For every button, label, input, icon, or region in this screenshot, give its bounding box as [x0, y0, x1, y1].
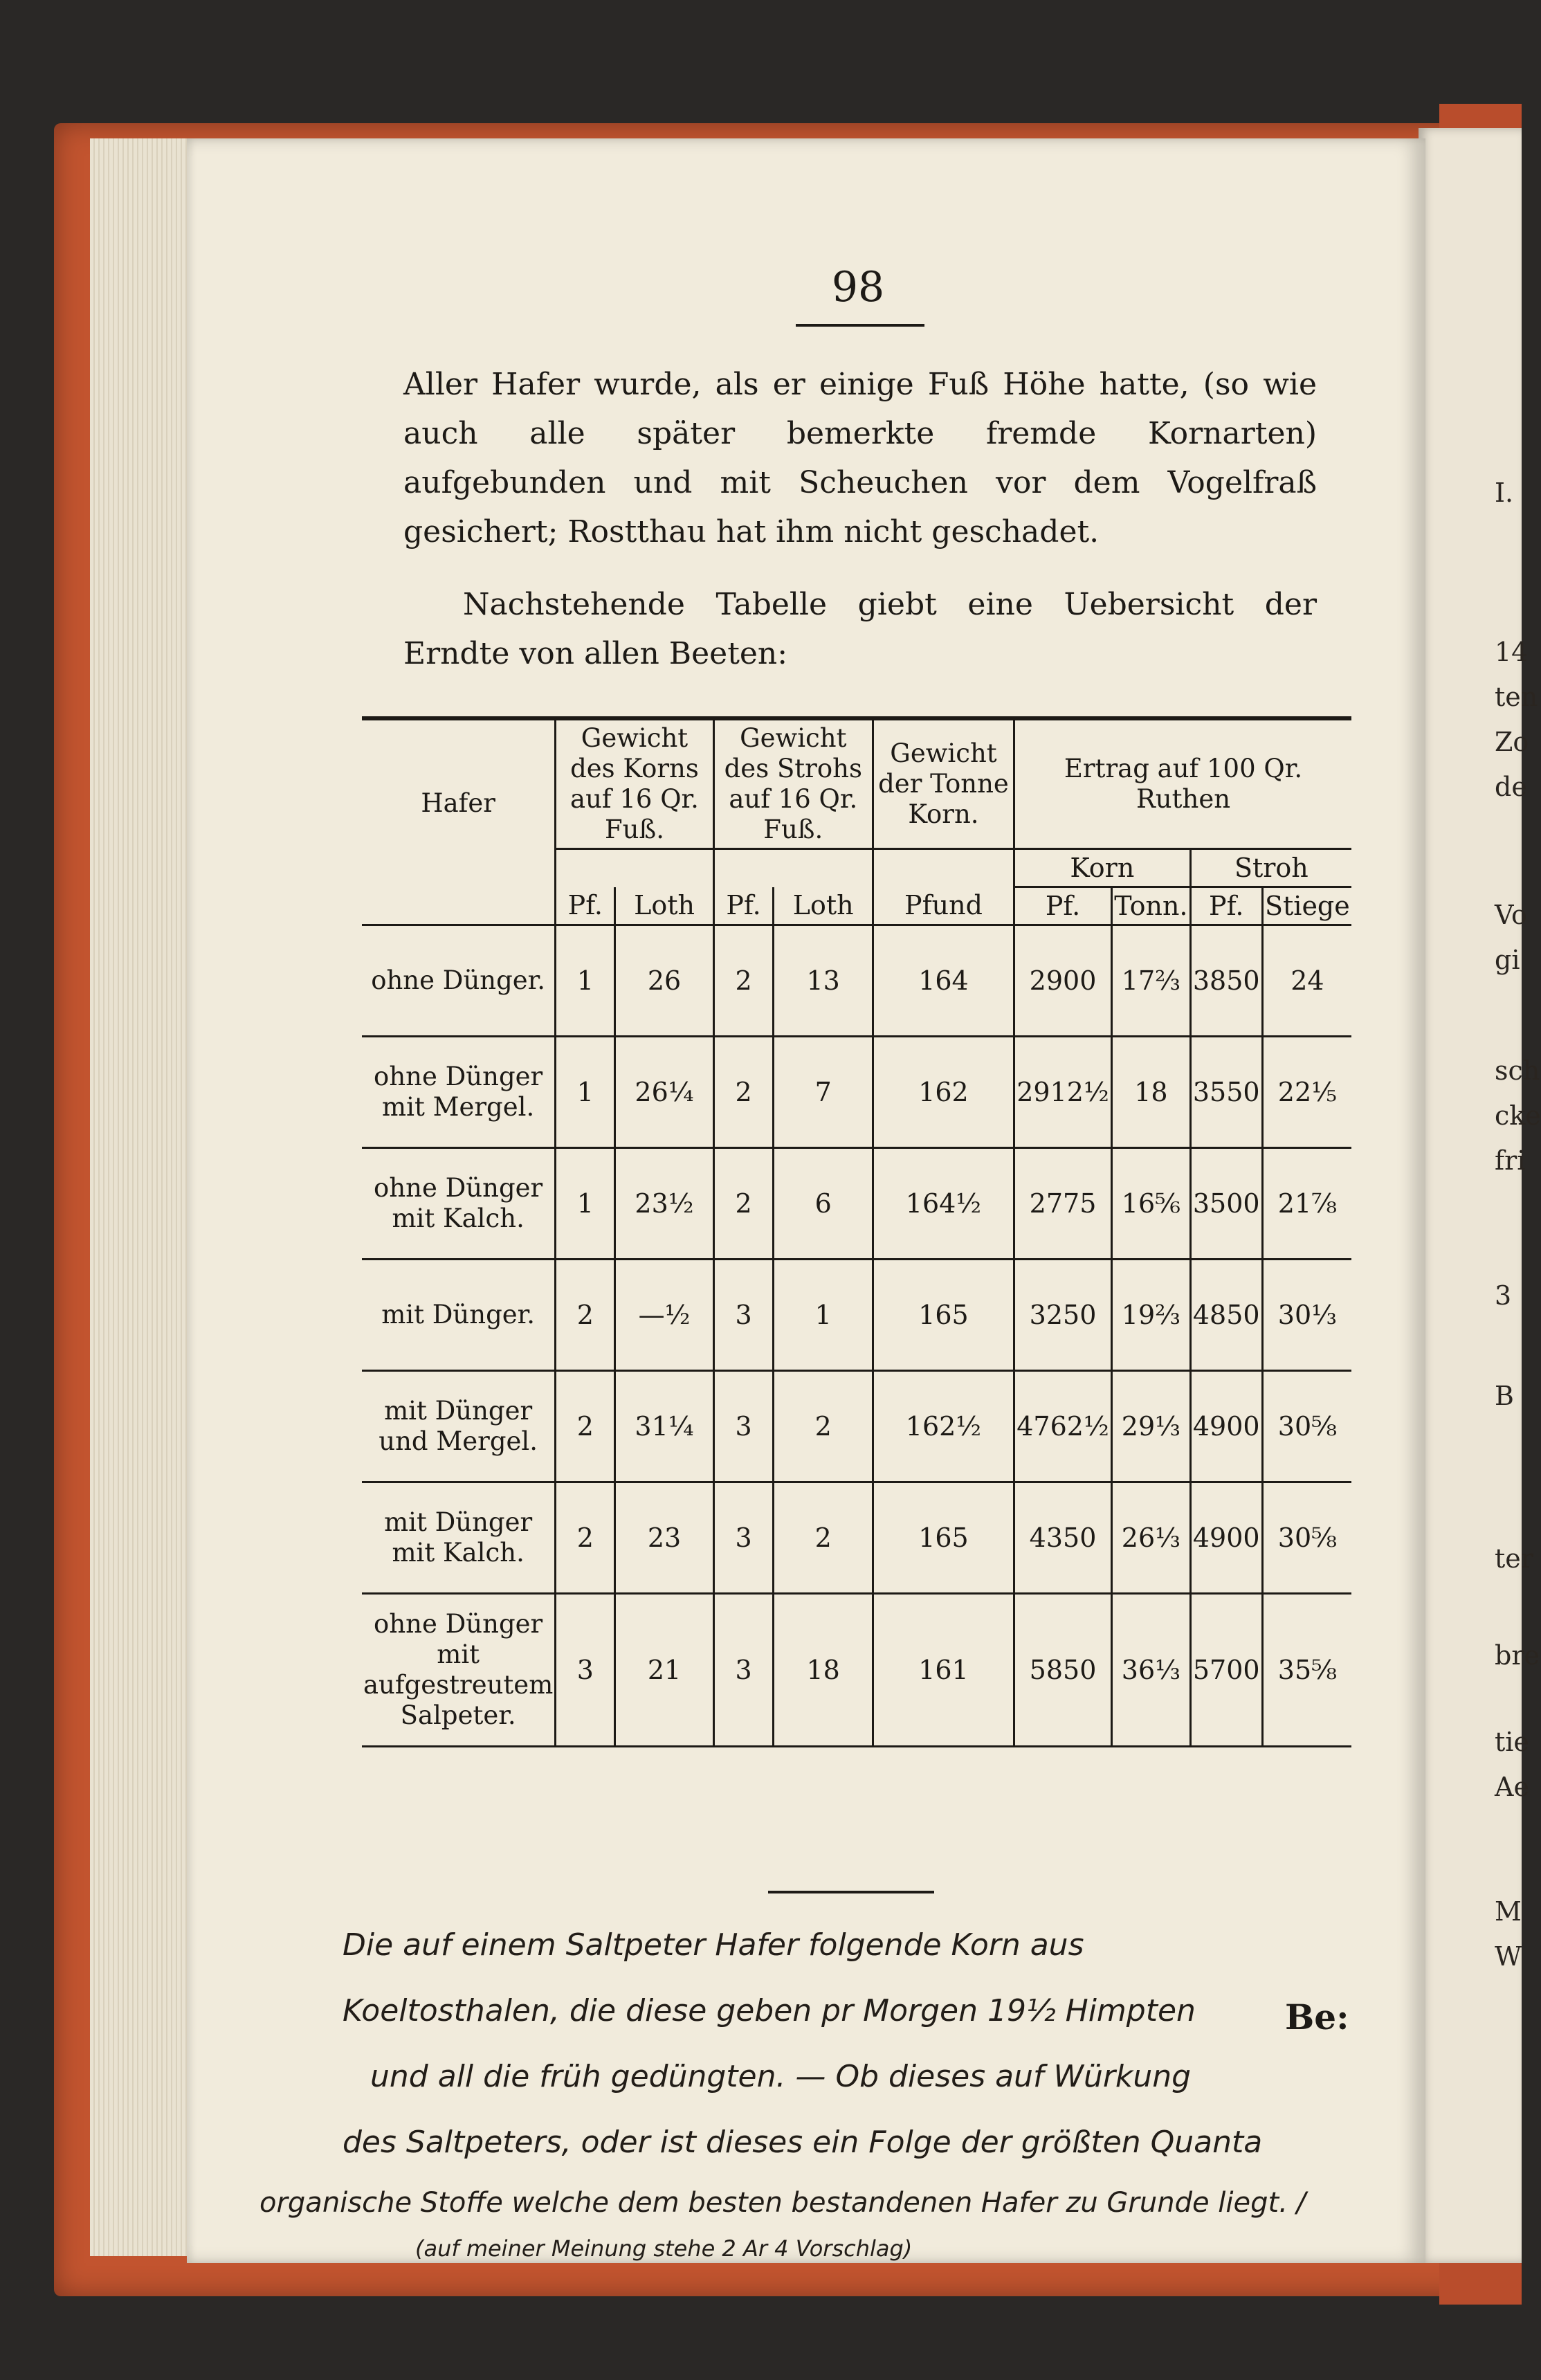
- table-row: [362, 1037, 1351, 1148]
- table-cell: 165: [873, 1482, 1014, 1594]
- table-cell: 2: [713, 1148, 774, 1260]
- table-cell: 21⅞: [1262, 1148, 1351, 1260]
- table-cell: 26¼: [615, 1037, 713, 1148]
- table-row: [362, 1594, 1351, 1747]
- table-cell: 16⅚: [1112, 1148, 1191, 1260]
- facing-fragment: Vo: [1495, 900, 1527, 930]
- table-row: [362, 925, 1351, 1037]
- paragraph-2: Nachstehende Tabelle giebt eine Uebersicht der Erndte von allen Beeten:: [403, 587, 1317, 671]
- table-cell: 2: [774, 1482, 873, 1594]
- handwritten-line-6: (auf meiner Meinung stehe 2 Ar 4 Vorschlag): [415, 2235, 913, 2262]
- facing-fragment: ten: [1495, 682, 1538, 712]
- table-cell: 1: [556, 1037, 615, 1148]
- handwritten-line-5: organische Stoffe welche dem besten bestandenen Hafer zu Grunde liegt. /: [259, 2187, 1306, 2219]
- handwritten-line-2: Koeltosthalen, die diese geben pr Morgen 19½ Himpten: [343, 1993, 1196, 2028]
- facing-fragment: tie: [1495, 1727, 1529, 1757]
- table-cell: 4900: [1190, 1371, 1262, 1482]
- table-cell: 3550: [1190, 1037, 1262, 1148]
- facing-fragment: M: [1495, 1896, 1522, 1927]
- table-cell: 162½: [873, 1371, 1014, 1482]
- table-cell: 30⅝: [1262, 1482, 1351, 1594]
- handwritten-line-4: des Saltpeters, oder ist dieses ein Folge der größten Quanta: [343, 2125, 1263, 2160]
- table-cell: 18: [774, 1594, 873, 1747]
- table-cell: 3: [556, 1594, 615, 1747]
- facing-fragment: gi: [1495, 945, 1520, 975]
- handwritten-line-3: und all die früh gedüngten. — Ob dieses auf Würkung: [370, 2059, 1192, 2094]
- table-cell: 4762½: [1014, 1371, 1112, 1482]
- page-number: 98: [831, 263, 885, 311]
- table-cell: 3: [713, 1594, 774, 1747]
- header-hafer: Hafer: [421, 788, 495, 819]
- table-cell: 26⅓: [1112, 1482, 1191, 1594]
- facing-fragment: Zo: [1495, 727, 1529, 757]
- header-korn: Korn: [1014, 849, 1191, 887]
- facing-fragment: Ae: [1495, 1772, 1529, 1802]
- handwritten-line-1: Die auf einem Saltpeter Hafer folgende Korn aus: [343, 1927, 1084, 1963]
- table-cell: 6: [774, 1148, 873, 1260]
- harvest-table: [362, 716, 1351, 1747]
- table-cell: 3: [713, 1371, 774, 1482]
- unit-cell: Pfund: [873, 887, 1014, 925]
- table-cell: 2: [774, 1371, 873, 1482]
- table-cell: 4350: [1014, 1482, 1112, 1594]
- facing-page: [1419, 128, 1541, 2263]
- table-row: [362, 1148, 1351, 1260]
- table-cell: —½: [615, 1260, 713, 1371]
- table-cell: 3850: [1190, 925, 1262, 1037]
- row-label: ohne Dünger mit Mergel.: [362, 1037, 556, 1148]
- table-cell: 2: [713, 925, 774, 1037]
- facing-fragment: de: [1495, 772, 1527, 802]
- unit-cell: Stiege: [1262, 887, 1351, 925]
- table-cell: 4850: [1190, 1260, 1262, 1371]
- table-row: [362, 1260, 1351, 1371]
- table-cell: 161: [873, 1594, 1014, 1747]
- table-cell: 29⅓: [1112, 1371, 1191, 1482]
- facing-fragment: 3: [1495, 1280, 1512, 1311]
- table-cell: 36⅓: [1112, 1594, 1191, 1747]
- table-cell: 165: [873, 1260, 1014, 1371]
- table-cell: 30⅝: [1262, 1371, 1351, 1482]
- facing-fragment: sch: [1495, 1055, 1540, 1086]
- facing-fragment: I.: [1495, 478, 1514, 508]
- table-cell: 1: [556, 925, 615, 1037]
- unit-cell: Loth: [615, 887, 713, 925]
- page-edges: [90, 138, 194, 2256]
- facing-fragment: cke: [1495, 1100, 1541, 1131]
- table-cell: 5700: [1190, 1594, 1262, 1747]
- catchword: Be:: [1285, 1997, 1349, 2037]
- table-cell: 3250: [1014, 1260, 1112, 1371]
- table-cell: 5850: [1014, 1594, 1112, 1747]
- table-cell: 2900: [1014, 925, 1112, 1037]
- table-cell: 30⅓: [1262, 1260, 1351, 1371]
- unit-cell: Pf.: [1190, 887, 1262, 925]
- header-korns: Gewicht des Korns auf 16 Qr. Fuß.: [556, 718, 713, 849]
- row-label: ohne Dünger.: [362, 925, 556, 1037]
- facing-fragment: bre: [1495, 1640, 1540, 1671]
- table-cell: 23: [615, 1482, 713, 1594]
- table-cell: 164: [873, 925, 1014, 1037]
- table-cell: 2: [556, 1482, 615, 1594]
- unit-cell: Pf.: [713, 887, 774, 925]
- page-number-rule: [796, 324, 924, 327]
- header-ertrag: Ertrag auf 100 Qr. Ruthen: [1014, 718, 1351, 849]
- unit-cell: Pf.: [1014, 887, 1112, 925]
- table-cell: 23½: [615, 1148, 713, 1260]
- header-stroh: Stroh: [1190, 849, 1351, 887]
- facing-fragment: W: [1495, 1941, 1522, 1972]
- header-tonne: Gewicht der Tonne Korn.: [873, 718, 1014, 849]
- table-cell: 4900: [1190, 1482, 1262, 1594]
- table-cell: 26: [615, 925, 713, 1037]
- table-cell: 3: [713, 1482, 774, 1594]
- table-cell: 2775: [1014, 1148, 1112, 1260]
- facing-fragment: B: [1495, 1381, 1514, 1411]
- table-cell: 18: [1112, 1037, 1191, 1148]
- table-cell: 24: [1262, 925, 1351, 1037]
- table-cell: 17⅔: [1112, 925, 1191, 1037]
- table-cell: 2: [713, 1037, 774, 1148]
- row-label: ohne Dünger mit aufgestreutem Salpeter.: [362, 1594, 556, 1747]
- table-cell: 1: [556, 1148, 615, 1260]
- table-cell: 3: [713, 1260, 774, 1371]
- paragraph-1: Aller Hafer wurde, als er einige Fuß Höhe hatte, (so wie auch alle später bemerkte fremde Kornarten) aufgebunden und mit Scheuchen vor dem Vogelfraß gesichert; Rostthau hat ihm nicht geschadet.: [403, 367, 1317, 549]
- table-row: [362, 1371, 1351, 1482]
- table-cell: 2912½: [1014, 1037, 1112, 1148]
- unit-cell: Tonn.: [1112, 887, 1191, 925]
- table-cell: 35⅝: [1262, 1594, 1351, 1747]
- table-cell: 164½: [873, 1148, 1014, 1260]
- table-cell: 2: [556, 1260, 615, 1371]
- table-cell: 19⅔: [1112, 1260, 1191, 1371]
- row-label: mit Dünger.: [362, 1260, 556, 1371]
- unit-cell: Pf.: [556, 887, 615, 925]
- table-cell: 22⅕: [1262, 1037, 1351, 1148]
- unit-cell: Loth: [774, 887, 873, 925]
- facing-fragment: 14: [1495, 637, 1529, 667]
- table-cell: 21: [615, 1594, 713, 1747]
- table-cell: 162: [873, 1037, 1014, 1148]
- table-cell: 13: [774, 925, 873, 1037]
- table-cell: 7: [774, 1037, 873, 1148]
- facing-fragment: ter: [1495, 1543, 1533, 1574]
- row-label: mit Dünger und Mergel.: [362, 1371, 556, 1482]
- row-label: ohne Dünger mit Kalch.: [362, 1148, 556, 1260]
- table-cell: 31¼: [615, 1371, 713, 1482]
- table-cell: 2: [556, 1371, 615, 1482]
- row-label: mit Dünger mit Kalch.: [362, 1482, 556, 1594]
- table-cell: 1: [774, 1260, 873, 1371]
- header-strohs: Gewicht des Strohs auf 16 Qr. Fuß.: [713, 718, 873, 849]
- table-row: [362, 1482, 1351, 1594]
- bottom-rule: [768, 1891, 934, 1893]
- table-cell: 3500: [1190, 1148, 1262, 1260]
- facing-fragment: fri: [1495, 1145, 1526, 1176]
